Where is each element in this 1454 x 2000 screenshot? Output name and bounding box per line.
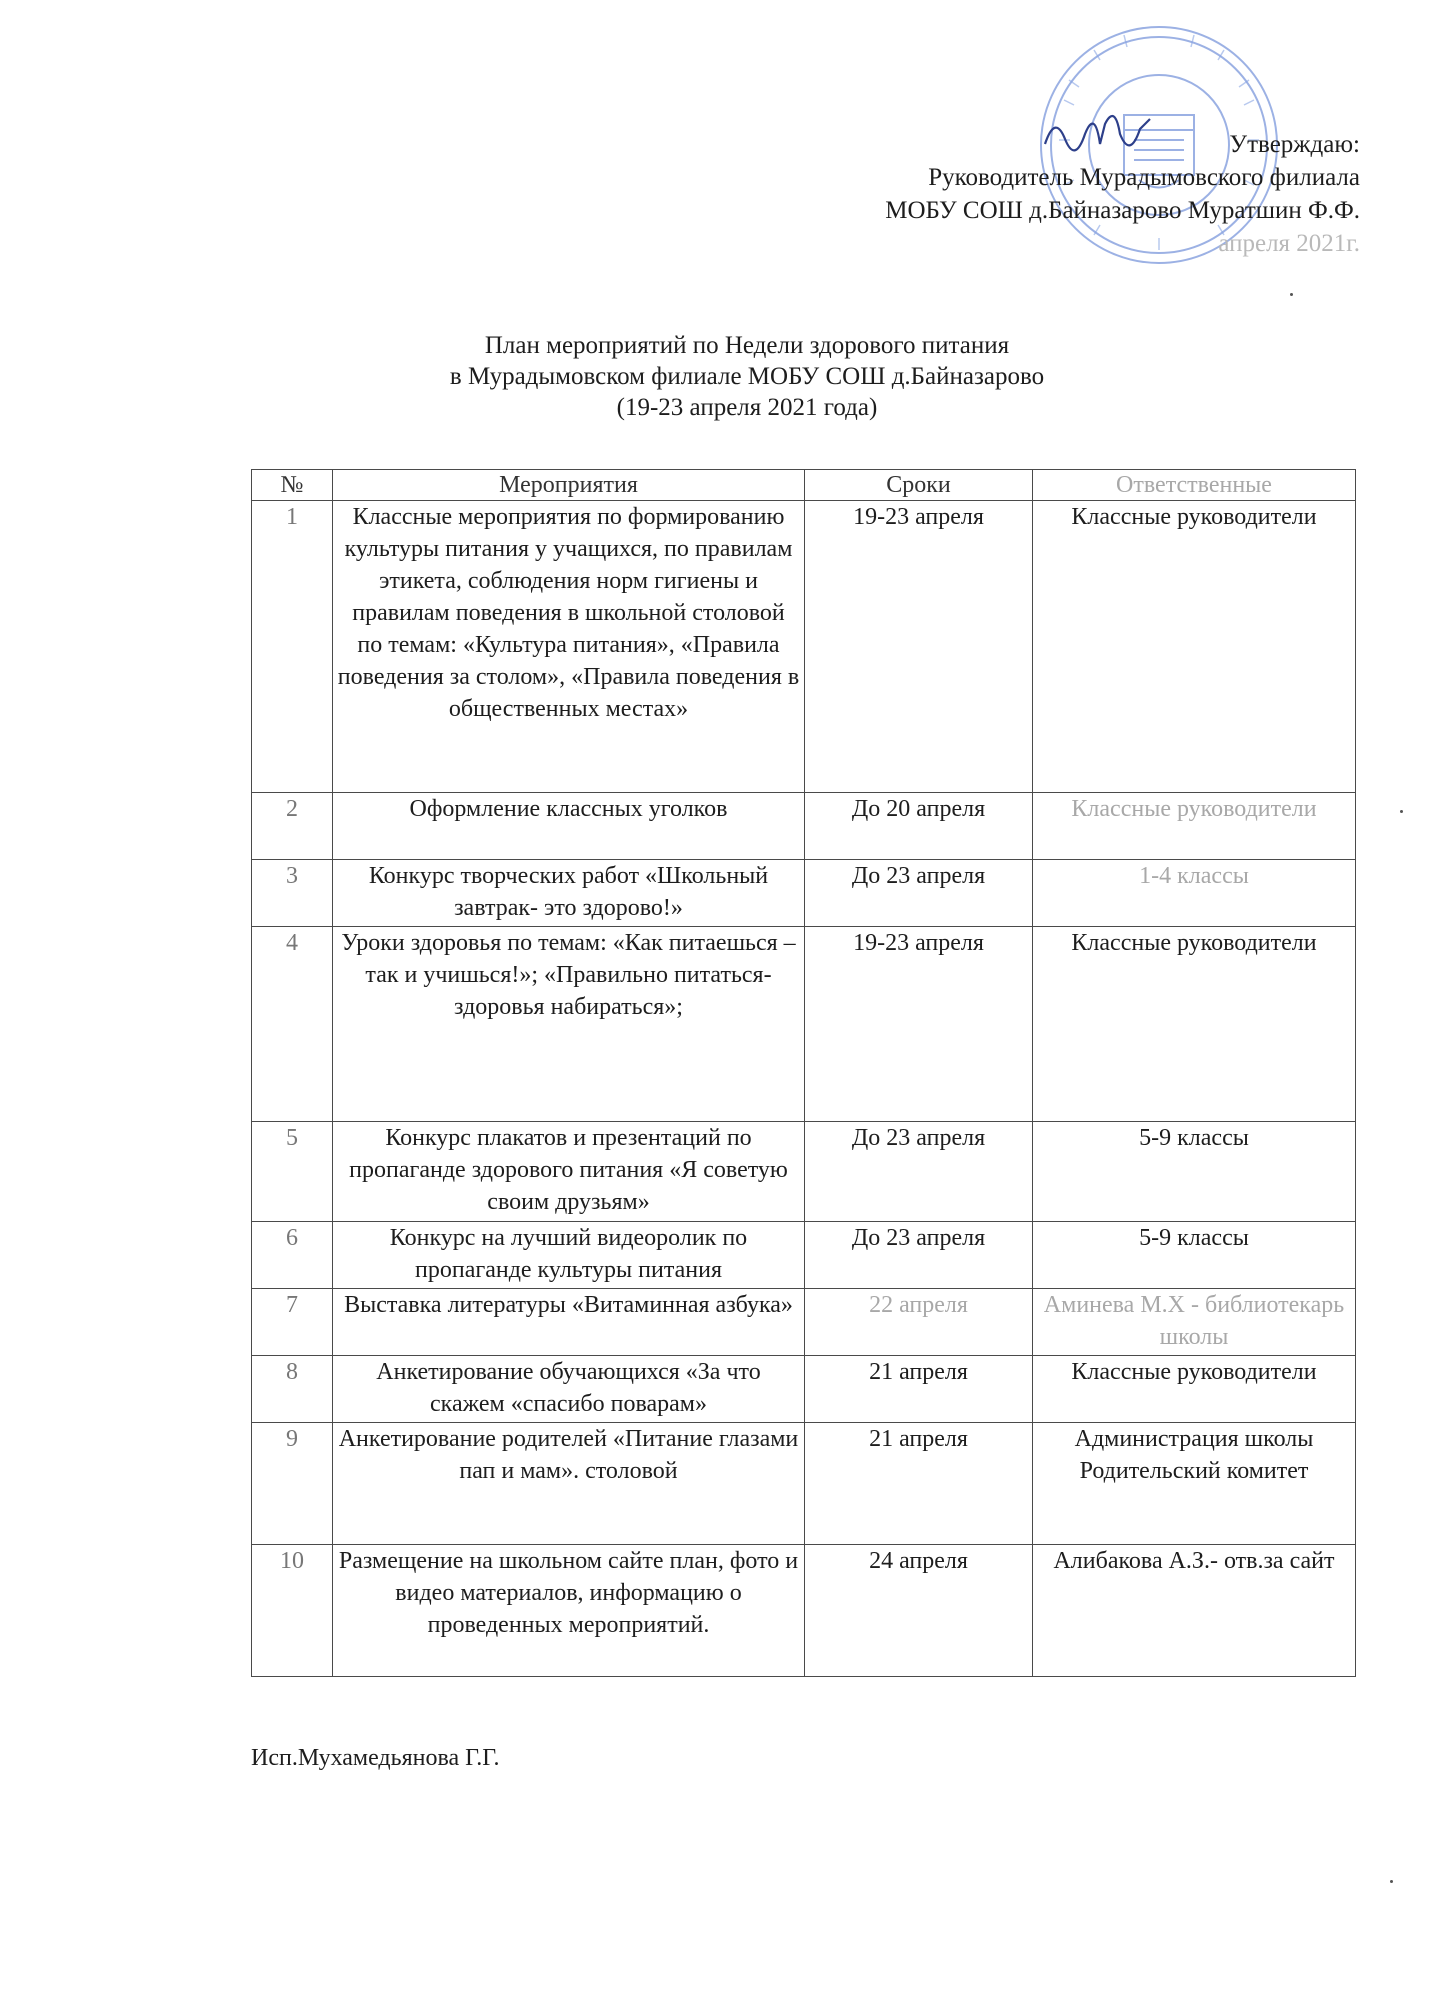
approval-organization: МОБУ СОШ д.Байназарово Муратшин Ф.Ф.	[885, 197, 1360, 224]
table-header-row	[252, 470, 1356, 501]
row-num: 7	[252, 1289, 333, 1356]
table-row	[252, 927, 1356, 1122]
table-row	[252, 1222, 1356, 1289]
row-responsible: 1-4 классы	[1033, 860, 1356, 927]
row-responsible: Классные руководители	[1033, 1356, 1356, 1423]
scan-speck	[1390, 1880, 1393, 1883]
row-event: Конкурс на лучший видеоролик по пропаганде культуры питания	[333, 1222, 805, 1289]
executor-note: Исп.Мухамедьянова Г.Г.	[251, 1745, 500, 1771]
row-num: 6	[252, 1222, 333, 1289]
header-num: №	[252, 470, 333, 501]
row-responsible: 5-9 классы	[1033, 1222, 1356, 1289]
row-event: Выставка литературы «Витаминная азбука»	[333, 1289, 805, 1356]
table-row	[252, 1423, 1356, 1545]
row-date: 24 апреля	[805, 1545, 1033, 1677]
scan-speck	[1400, 810, 1403, 813]
header-event: Мероприятия	[333, 470, 805, 501]
table-row	[252, 1356, 1356, 1423]
row-responsible: Администрация школы Родительский комитет	[1033, 1423, 1356, 1545]
row-event: Конкурс творческих работ «Школьный завтрак- это здорово!»	[333, 860, 805, 927]
table-row	[252, 793, 1356, 860]
row-date: 21 апреля	[805, 1423, 1033, 1545]
header-date: Сроки	[805, 470, 1033, 501]
title-line-3: (19-23 апреля 2021 года)	[616, 394, 878, 421]
row-num: 9	[252, 1423, 333, 1545]
table-row	[252, 860, 1356, 927]
document-title	[0, 330, 1454, 423]
table-row	[252, 1122, 1356, 1222]
table-row	[252, 1289, 1356, 1356]
approval-heading: Утверждаю:	[1229, 131, 1360, 158]
events-table	[251, 469, 1356, 1677]
row-responsible: 5-9 классы	[1033, 1122, 1356, 1222]
row-event: Оформление классных уголков	[333, 793, 805, 860]
row-date: До 23 апреля	[805, 860, 1033, 927]
title-line-1: План мероприятий по Недели здорового питания	[484, 332, 1010, 359]
approval-date: апреля 2021г.	[1218, 230, 1360, 257]
row-num: 3	[252, 860, 333, 927]
approval-position: Руководитель Мурадымовского филиала	[928, 164, 1360, 191]
row-num: 1	[252, 501, 333, 793]
row-date: До 20 апреля	[805, 793, 1033, 860]
row-num: 8	[252, 1356, 333, 1423]
scan-speck	[1290, 293, 1293, 296]
row-date: До 23 апреля	[805, 1122, 1033, 1222]
row-responsible: Алибакова А.З.- отв.за сайт	[1033, 1545, 1356, 1677]
approval-block	[885, 128, 1360, 260]
row-responsible: Классные руководители	[1033, 501, 1356, 793]
row-responsible: Аминева М.Х - библиотекарь школы	[1033, 1289, 1356, 1356]
row-num: 2	[252, 793, 333, 860]
row-event: Анкетирование обучающихся «За что скажем «спасибо поварам»	[333, 1356, 805, 1423]
row-date: До 23 апреля	[805, 1222, 1033, 1289]
table-row	[252, 501, 1356, 793]
row-date: 21 апреля	[805, 1356, 1033, 1423]
row-responsible: Классные руководители	[1033, 793, 1356, 860]
row-num: 4	[252, 927, 333, 1122]
row-event: Конкурс плакатов и презентаций по пропаганде здорового питания «Я советую своим друзьям»	[333, 1122, 805, 1222]
row-event: Классные мероприятия по формированию культуры питания у учащихся, по правилам этикета, соблюдения норм гигиены и правилам поведения в школьной столовой по темам: «Культура питания», «Правила поведения за столом», «Правила поведения в общественных местах»	[333, 501, 805, 793]
row-num: 5	[252, 1122, 333, 1222]
row-date: 19-23 апреля	[805, 927, 1033, 1122]
row-date: 22 апреля	[805, 1289, 1033, 1356]
header-responsible: Ответственные	[1033, 470, 1356, 501]
row-num: 10	[252, 1545, 333, 1677]
row-event: Размещение на школьном сайте план, фото и видео материалов, информацию о проведенных мероприятий.	[333, 1545, 805, 1677]
row-date: 19-23 апреля	[805, 501, 1033, 793]
row-responsible: Классные руководители	[1033, 927, 1356, 1122]
row-event: Анкетирование родителей «Питание глазами пап и мам». столовой	[333, 1423, 805, 1545]
row-event: Уроки здоровья по темам: «Как питаешься –так и учишься!»; «Правильно питаться-здоровья набираться»;	[333, 927, 805, 1122]
table-row	[252, 1545, 1356, 1677]
title-line-2: в Мурадымовском филиале МОБУ СОШ д.Байназарово	[449, 363, 1045, 390]
